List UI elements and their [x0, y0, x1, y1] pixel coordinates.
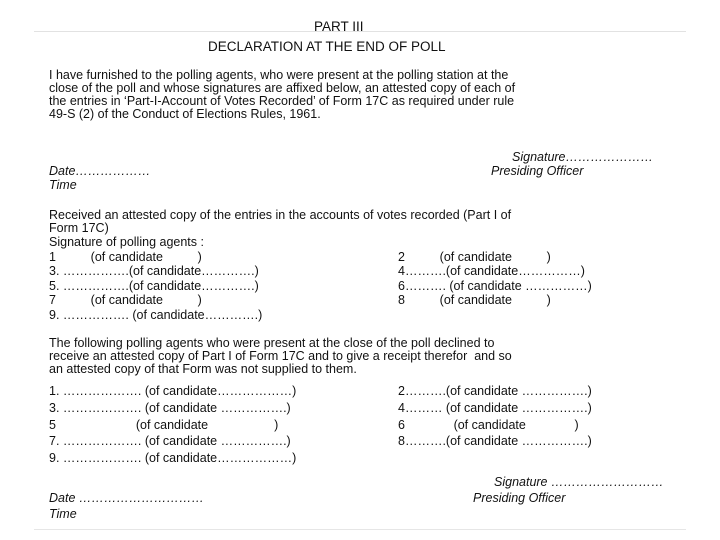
agent-entry: 6 (of candidate )	[398, 418, 579, 432]
agent-entry: 2 (of candidate )	[398, 250, 551, 264]
agent-entry: 4……… (of candidate …………….)	[398, 401, 592, 415]
agent-entry: 7. ………………. (of candidate …………….)	[49, 434, 291, 448]
agent-entry: 3. …………….(of candidate………….)	[49, 264, 259, 278]
agent-entry: 7 (of candidate )	[49, 293, 202, 307]
agent-entry: 1. ………………. (of candidate………………)	[49, 384, 297, 398]
time-field: Time	[49, 178, 77, 192]
received-line: Received an attested copy of the entries in the accounts of votes recorded (Part I of	[49, 208, 512, 222]
signature-field: Signature ………………………	[494, 475, 664, 489]
agent-entry: 9. ………………. (of candidate………………)	[49, 451, 297, 465]
declaration-line: I have furnished to the polling agents, who were present at the polling station at the	[49, 68, 509, 82]
agent-entry: 6………. (of candidate ……………)	[398, 279, 592, 293]
declined-line: receive an attested copy of Part I of Form 17C and to give a receipt therefor and so	[49, 349, 512, 363]
declined-line: The following polling agents who were present at the close of the poll declined to	[49, 336, 495, 350]
declaration-line: the entries in ‘Part-I-Account of Votes Recorded’ of Form 17C as required under rule	[49, 94, 515, 108]
agent-entry: 3. ………………. (of candidate …………….)	[49, 401, 291, 415]
agent-entry: 5. …………….(of candidate………….)	[49, 279, 259, 293]
polling-agents-label: Signature of polling agents :	[49, 235, 204, 249]
agent-entry: 9. ……………. (of candidate………….)	[49, 308, 263, 322]
page-title: DECLARATION AT THE END OF POLL	[208, 39, 446, 54]
agent-entry: 8 (of candidate )	[398, 293, 551, 307]
agent-entry: 8……….(of candidate …………….)	[398, 434, 592, 448]
presiding-officer-label: Presiding Officer	[491, 164, 584, 178]
agent-entry: 1 (of candidate )	[49, 250, 202, 264]
part-label: PART III	[314, 19, 364, 34]
received-line: Form 17C)	[49, 221, 109, 235]
signature-field: Signature…………………	[512, 150, 654, 164]
declined-line: an attested copy of that Form was not supplied to them.	[49, 362, 357, 376]
declaration-line: 49-S (2) of the Conduct of Elections Rules, 1961.	[49, 107, 321, 121]
time-field: Time	[49, 507, 77, 521]
bottom-border	[34, 529, 686, 530]
declaration-line: close of the poll and whose signatures are affixed below, an attested copy of each of	[49, 81, 516, 95]
agent-entry: 4……….(of candidate……………)	[398, 264, 585, 278]
date-field: Date …………………………	[49, 491, 204, 505]
agent-entry: 5 (of candidate )	[49, 418, 279, 432]
presiding-officer-label: Presiding Officer	[473, 491, 566, 505]
date-field: Date………………	[49, 164, 151, 178]
agent-entry: 2……….(of candidate …………….)	[398, 384, 592, 398]
